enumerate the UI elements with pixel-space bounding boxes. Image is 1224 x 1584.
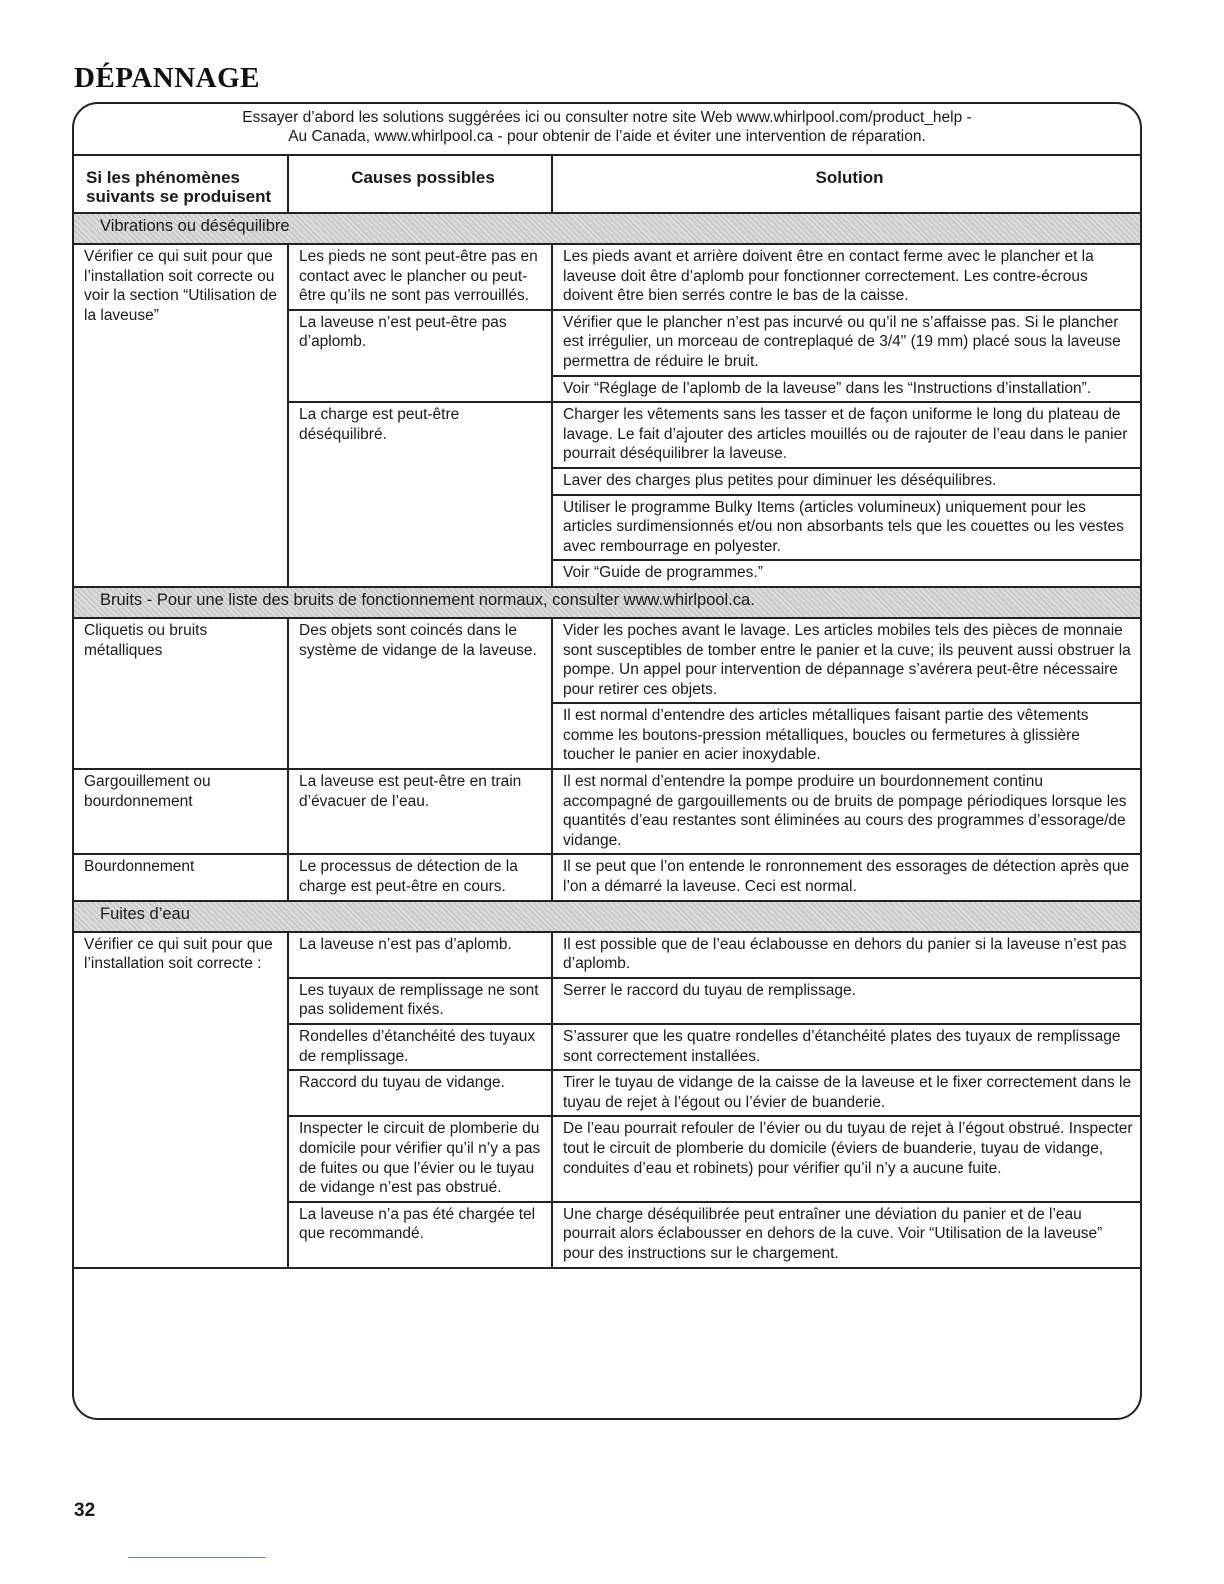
cause-cell: Le processus de détection de la charge est peut-être en cours. (288, 854, 552, 900)
solution-cell: Utiliser le programme Bulky Items (articles volumineux) uniquement pour les articles surdimensionnés et/ou non absorbants tels que les couettes ou les vestes avec rembourrage en polyester. (552, 495, 1140, 561)
cause-cell: La laveuse est peut-être en train d’évacuer de l’eau. (288, 769, 552, 854)
table-row (74, 932, 1140, 978)
solution-cell: Serrer le raccord du tuyau de remplissage. (552, 978, 1140, 1024)
symptom-cell: Bourdonnement (74, 854, 288, 900)
solution-cell: Les pieds avant et arrière doivent être en contact ferme avec le plancher et la laveuse doit être d’aplomb pour fonctionner correctement. Les contre-écrous doivent être bien serrés contre le bas de la caisse. (552, 244, 1140, 310)
cause-cell: Inspecter le circuit de plomberie du domicile pour vérifier qu’il n’y a pas de fuites ou que l’évier ou le tuyau de vidange n’est pas obstrué. (288, 1116, 552, 1201)
cause-cell: La laveuse n’est pas d’aplomb. (288, 932, 552, 978)
header-causes: Causes possibles (288, 156, 552, 213)
table-row (74, 854, 1140, 900)
solution-cell: Il est normal d’entendre des articles métalliques faisant partie des vêtements comme les boutons-pression métalliques, boucles ou fermetures à glissière toucher le panier en acier inoxydable. (552, 703, 1140, 769)
section-title: Fuites d’eau (74, 901, 1140, 932)
solution-cell: Tirer le tuyau de vidange de la caisse de la laveuse et le fixer correctement dans le tuyau de rejet à l’égout ou l’évier de buanderie. (552, 1070, 1140, 1116)
solution-cell: Vérifier que le plancher n’est pas incurvé ou qu’il ne s’affaisse pas. Si le plancher est irrégulier, un morceau de contreplaqué de 3/4" (19 mm) placé sous la laveuse permettra de réduire le bruit. (552, 310, 1140, 376)
table-row (74, 618, 1140, 703)
solution-cell: Il se peut que l’on entende le ronronnement des essorages de détection après que l’on a démarré la laveuse. Ceci est normal. (552, 854, 1140, 900)
table-row (74, 244, 1140, 310)
footer-rule (128, 1557, 266, 1558)
symptom-cell: Vérifier ce qui suit pour que l’installation soit correcte : (74, 932, 288, 1268)
cause-cell: La laveuse n’est peut-être pas d’aplomb. (288, 310, 552, 402)
section-header-row (74, 213, 1140, 244)
section-header-row (74, 901, 1140, 932)
table-header-row (74, 156, 1140, 213)
header-solution: Solution (815, 168, 884, 187)
intro-line-1: Essayer d’abord les solutions suggérées ici ou consulter notre site Web www.whirlpool.com/product_help - (242, 109, 972, 126)
solution-cell: Voir “Réglage de l’aplomb de la laveuse” dans les “Instructions d’installation”. (552, 376, 1140, 403)
page-number: 32 (74, 1500, 96, 1521)
solution-cell: Vider les poches avant le lavage. Les articles mobiles tels des pièces de monnaie sont susceptibles de tomber entre le panier et la cuve; ils peuvent aussi obstruer la pompe. Un appel pour intervention de dépannage s’avérera peut-être nécessaire pour retirer ces objets. (552, 618, 1140, 703)
section-title: Vibrations ou déséquilibre (74, 213, 1140, 244)
cause-cell: Les pieds ne sont peut-être pas en contact avec le plancher ou peut-être qu’ils ne sont pas verrouillés. (288, 244, 552, 310)
table-row (74, 769, 1140, 854)
intro-text (74, 104, 1140, 156)
solution-cell: De l’eau pourrait refouler de l’évier ou du tuyau de rejet à l’égout obstrué. Inspecter tout le circuit de plomberie du domicile (éviers de buanderie, tuyau de vidange, conduites d’eau et robinets) pour vérifier qu’il n’y a aucune fuite. (552, 1116, 1140, 1201)
solution-cell: Laver des charges plus petites pour diminuer les déséquilibres. (552, 468, 1140, 495)
cause-cell: La laveuse n’a pas été chargée tel que recommandé. (288, 1202, 552, 1268)
solution-cell: Il est possible que de l’eau éclabousse en dehors du panier si la laveuse n’est pas d’aplomb. (552, 932, 1140, 978)
symptom-cell: Vérifier ce qui suit pour que l’installation soit correcte ou voir la section “Utilisation de la laveuse” (74, 244, 288, 587)
solution-cell: S’assurer que les quatre rondelles d’étanchéité plates des tuyaux de remplissage sont correctement installées. (552, 1024, 1140, 1070)
section-title: Bruits - Pour une liste des bruits de fonctionnement normaux, consulter www.whirlpool.ca. (74, 587, 1140, 618)
table-body (74, 213, 1140, 1268)
header-symptoms: Si les phénomènes suivants se produisent (74, 156, 288, 213)
section-header-row (74, 587, 1140, 618)
symptom-cell: Cliquetis ou bruits métalliques (74, 618, 288, 769)
cause-cell: Des objets sont coincés dans le système de vidange de la laveuse. (288, 618, 552, 769)
page-title: DÉPANNAGE (74, 62, 261, 94)
solution-cell: Il est normal d’entendre la pompe produire un bourdonnement continu accompagné de gargouillements ou de bruits de pompage périodiques lorsque les quantités d’eau restantes sont éliminées au cours des programmes d’essorage/de vidange. (552, 769, 1140, 854)
cause-cell: La charge est peut-être déséquilibré. (288, 402, 552, 587)
cause-cell: Raccord du tuyau de vidange. (288, 1070, 552, 1116)
solution-cell: Charger les vêtements sans les tasser et de façon uniforme le long du plateau de lavage. Le fait d’ajouter des articles mouillés ou de rajouter de l’eau dans le panier pourrait déséquilibrer la laveuse. (552, 402, 1140, 468)
cause-cell: Rondelles d’étanchéité des tuyaux de remplissage. (288, 1024, 552, 1070)
symptom-cell: Gargouillement ou bourdonnement (74, 769, 288, 854)
troubleshooting-table (74, 156, 1140, 1269)
troubleshooting-frame (72, 102, 1142, 1420)
intro-line-2: Au Canada, www.whirlpool.ca - pour obtenir de l’aide et éviter une intervention de réparation. (288, 128, 926, 145)
cause-cell: Les tuyaux de remplissage ne sont pas solidement fixés. (288, 978, 552, 1024)
solution-cell: Une charge déséquilibrée peut entraîner une déviation du panier et de l’eau pourrait alors éclabousser en dehors de la cuve. Voir “Utilisation de la laveuse” pour des instructions sur le chargement. (552, 1202, 1140, 1268)
solution-cell: Voir “Guide de programmes.” (552, 560, 1140, 587)
